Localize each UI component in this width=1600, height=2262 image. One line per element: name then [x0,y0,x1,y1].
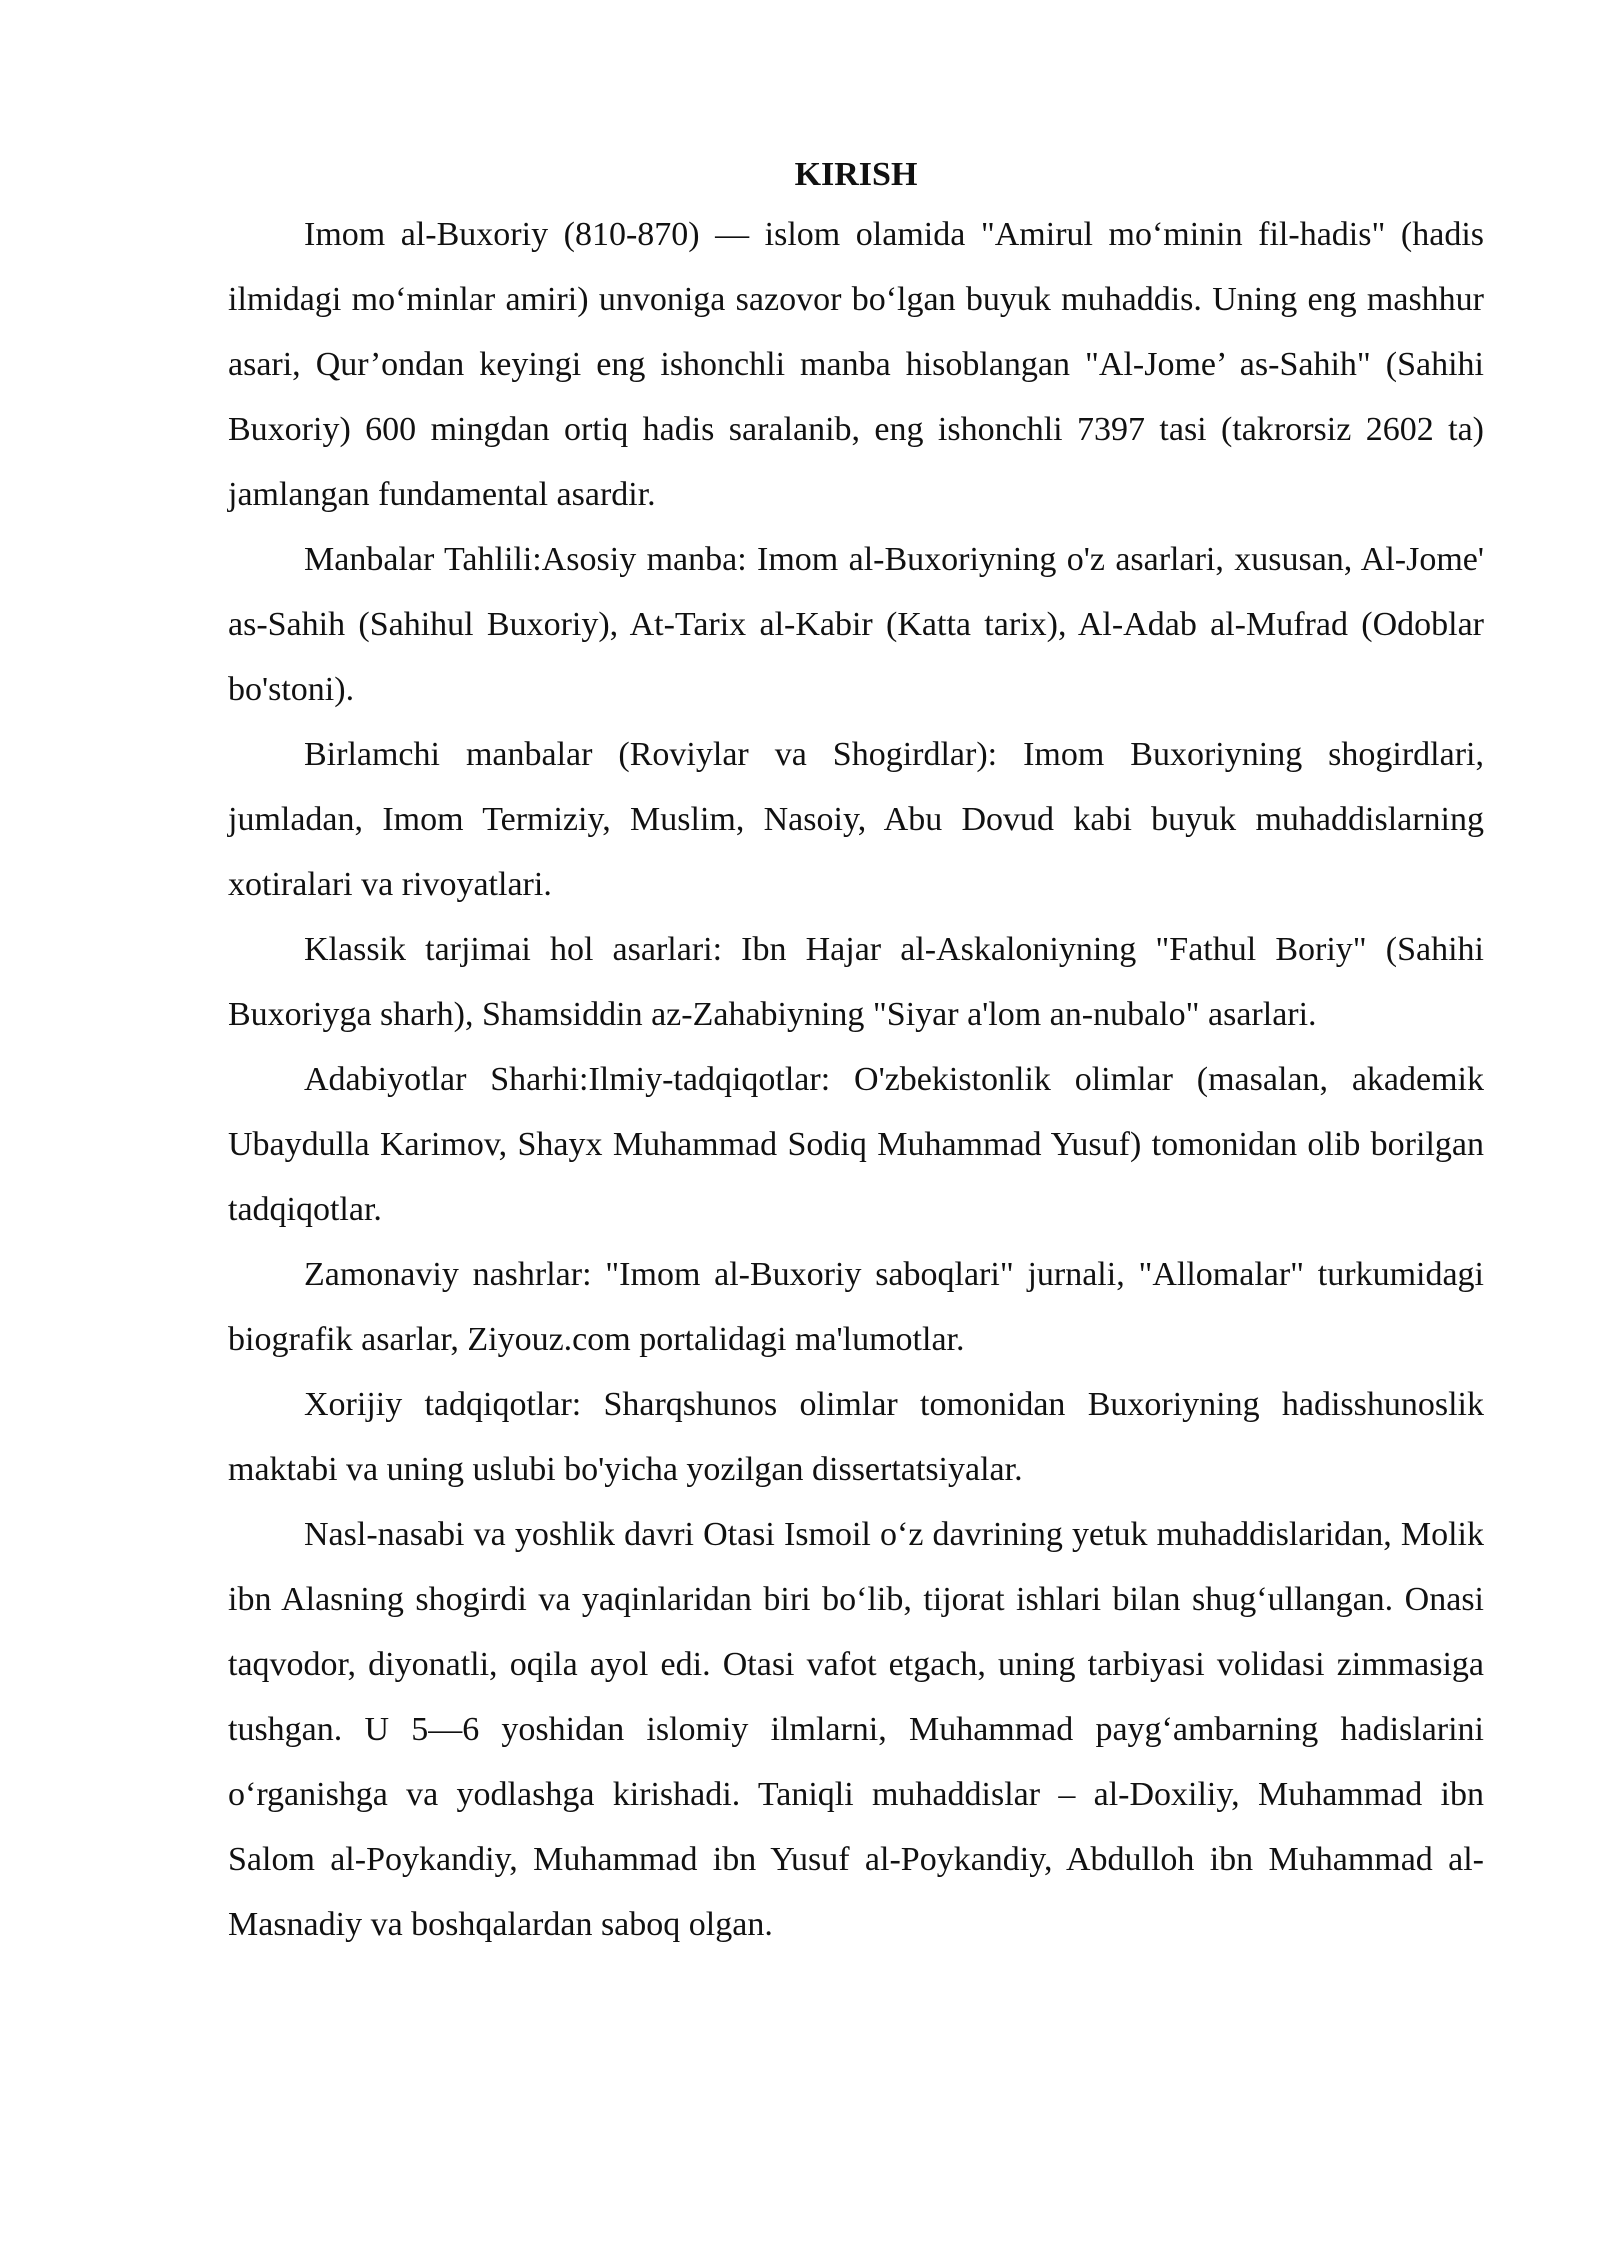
paragraph-source-analysis: Manbalar Tahlili:Asosiy manba: Imom al-Buxoriyning o'z asarlari, xususan, Al-Jome' as-Sahih (Sahihul Buxoriy), At-Tarix al-Kabir (Katta tarix), Al-Adab al-Mufrad (Odoblar bo'stoni). [228,541,1484,708]
paragraph-foreign-research: Xorijiy tadqiqotlar: Sharqshunos olimlar tomonidan Buxoriyning hadisshunoslik maktabi va uning uslubi bo'yicha yozilgan dissertatsiyalar. [228,1386,1484,1488]
paragraph-primary-sources: Birlamchi manbalar (Roviylar va Shogirdlar): Imom Buxoriyning shogirdlari, jumladan, Imom Termiziy, Muslim, Nasoiy, Abu Dovud kabi buyuk muhaddislarning xotiralari va rivoyatlari. [228,736,1484,903]
document-body [228,148,1484,1957]
paragraph-lineage-youth: Nasl-nasabi va yoshlik davri Otasi Ismoil oʻz davrining yetuk muhaddislaridan, Molik ibn Alasning shogirdi va yaqinlaridan biri boʻlib, tijorat ishlari bilan shugʻullangan. Onasi taqvodor, diyonatli, oqila ayol edi. Otasi vafot etgach, uning tarbiyasi volidasi zimmasiga tushgan. U 5—6 yoshidan islomiy ilmlarni, Muhammad paygʻambarning hadislarini oʻrganishga va yodlashga kirishadi. Taniqli muhaddislar – al-Doxiliy, Muhammad ibn Salom al-Poykandiy, Muhammad ibn Yusuf al-Poykandiy, Abdulloh ibn Muhammad al-Masnadiy va boshqalardan saboq olgan. [228,1516,1484,1943]
document-title: KIRISH [794,156,918,193]
paragraph-classic-biographies: Klassik tarjimai hol asarlari: Ibn Hajar al-Askaloniyning "Fathul Boriy" (Sahihi Buxoriyga sharh), Shamsiddin az-Zahabiyning "Siyar a'lom an-nubalo" asarlari. [228,931,1484,1033]
paragraph-modern-publications: Zamonaviy nashrlar: "Imom al-Buxoriy saboqlari" jurnali, "Allomalar" turkumidagi biografik asarlar, Ziyouz.com portalidagi ma'lumotlar. [228,1256,1484,1358]
paragraph-literature-review: Adabiyotlar Sharhi:Ilmiy-tadqiqotlar: O'zbekistonlik olimlar (masalan, akademik Ubaydulla Karimov, Shayx Muhammad Sodiq Muhammad Yusuf) tomonidan olib borilgan tadqiqotlar. [228,1061,1484,1228]
paragraph-intro: Imom al-Buxoriy (810-870) — islom olamida "Amirul moʻminin fil-hadis" (hadis ilmidagi moʻminlar amiri) unvoniga sazovor boʻlgan buyuk muhaddis. Uning eng mashhur asari, Qur’ondan keyingi eng ishonchli manba hisoblangan "Al-Jome’ as-Sahih" (Sahihi Buxoriy) 600 mingdan ortiq hadis saralanib, eng ishonchli 7397 tasi (takrorsiz 2602 ta) jamlangan fundamental asardir. [228,216,1484,513]
